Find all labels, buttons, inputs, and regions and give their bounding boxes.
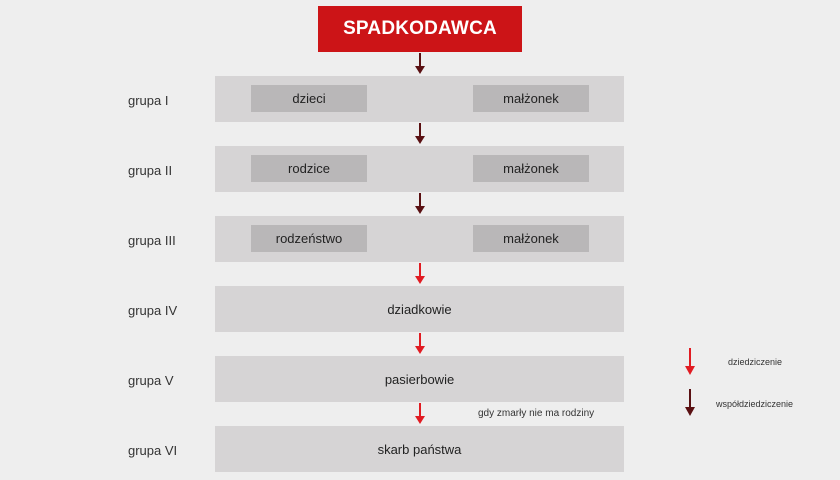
heir-box-spouse: małżonek: [473, 155, 589, 182]
arrow-dark-icon: [414, 53, 426, 75]
group-label-6: grupa VI: [128, 443, 178, 458]
arrow-red-icon: [414, 333, 426, 355]
heir-box-children: dzieci: [251, 85, 367, 112]
heir-box-siblings: rodzeństwo: [251, 225, 367, 252]
group-label-5: grupa V: [128, 373, 174, 388]
legend-inheritance-label: dziedziczenie: [728, 357, 783, 367]
group-band-5: [215, 356, 624, 402]
heir-box-spouse: małżonek: [473, 85, 589, 112]
legend-red-arrow-icon: [684, 348, 696, 376]
group-label-1: grupa I: [128, 93, 169, 108]
title-box: [318, 6, 522, 52]
legend-co-inheritance-label: współdziedziczenie: [716, 399, 794, 409]
title-text: SPADKODAWCA: [343, 18, 497, 39]
group-band-2: [215, 146, 624, 192]
arrow-red-icon: [414, 263, 426, 285]
group-label-3: grupa III: [128, 233, 176, 248]
arrow-dark-icon: [414, 193, 426, 215]
heir-stepchildren: pasierbowie: [384, 371, 455, 387]
group-band-3: [215, 216, 624, 262]
heir-box-parents: rodzice: [251, 155, 367, 182]
heir-state-treasury: skarb państwa: [377, 441, 462, 457]
group-band-6: [215, 426, 624, 472]
arrow-red-icon: [414, 403, 426, 425]
group-band-4: [215, 286, 624, 332]
group-label-2: grupa II: [128, 163, 173, 178]
heir-box-spouse: małżonek: [473, 225, 589, 252]
group-band-1: [215, 76, 624, 122]
no-family-note: gdy zmarły nie ma rodziny: [478, 408, 595, 419]
arrow-dark-icon: [414, 123, 426, 145]
legend-dark-arrow-icon: [684, 389, 696, 417]
group-label-4: grupa IV: [128, 303, 178, 318]
heir-grandparents: dziadkowie: [387, 301, 452, 317]
